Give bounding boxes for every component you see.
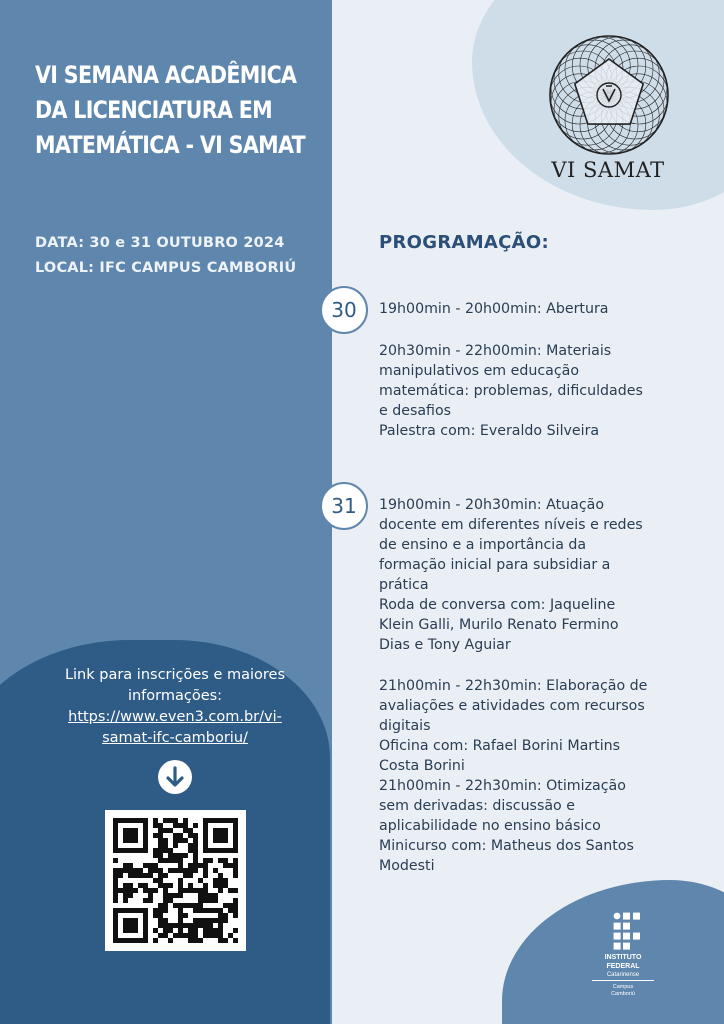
institution-name: FEDERAL — [606, 963, 640, 970]
program-item-line: prática — [379, 577, 429, 593]
program-item-line: 20h30min - 22h00min: Materiais — [379, 343, 612, 359]
program-item-line: 19h00min - 20h30min: Atuação — [379, 497, 605, 513]
program-item-line: Modesti — [379, 858, 435, 874]
program-item-line: digitais — [379, 718, 431, 734]
program-item-line: de ensino e a importância da — [379, 537, 587, 553]
program-item — [379, 299, 669, 319]
program-item-line: e desafios — [379, 403, 452, 419]
program-item-line: Palestra com: Everaldo Silveira — [379, 423, 600, 439]
program-item-line: docente em diferentes níveis e redes — [379, 517, 643, 533]
program-item-line: aplicabilidade no ensino básico — [379, 818, 601, 834]
registration-intro — [40, 665, 310, 707]
program-item-line: 19h00min - 20h00min: Abertura — [379, 301, 609, 317]
campus-name-line: Campus — [612, 984, 634, 990]
institution-logo — [598, 912, 648, 1002]
registration-link-line[interactable]: https://www.even3.com.br/vi- — [68, 709, 282, 725]
program-item-line: Oficina com: Rafael Borini Martins — [379, 738, 621, 754]
program-item-line: Dias e Tony Aguiar — [379, 637, 511, 653]
program-item-line: Roda de conversa com: Jaqueline — [379, 597, 616, 613]
qr-code-pattern — [113, 818, 238, 943]
campus-name — [592, 984, 654, 998]
program-item-line: 21h00min - 22h30min: Otimização — [379, 778, 626, 794]
program-item-line: formação inicial para subsidiar a — [379, 557, 611, 573]
event-location: LOCAL: IFC CAMPUS CAMBORIÚ — [35, 260, 297, 276]
ifc-grid-icon — [613, 912, 641, 952]
registration-intro-line: informações: — [127, 688, 223, 704]
program-item — [379, 341, 669, 441]
event-title-line: MATEMÁTICA - VI SAMAT — [35, 131, 306, 159]
samat-logo-icon — [548, 34, 670, 156]
institution-name: INSTITUTO — [604, 954, 642, 961]
registration-intro-line: Link para inscrições e maiores — [64, 667, 286, 683]
qr-code[interactable] — [105, 810, 246, 951]
program-item — [379, 676, 669, 876]
program-item — [379, 495, 669, 655]
event-date: DATA: 30 e 31 OUTUBRO 2024 — [35, 235, 285, 251]
day-badge-31: 31 — [320, 482, 368, 530]
program-item-line: 21h00min - 22h30min: Elaboração de — [379, 678, 648, 694]
program-title: PROGRAMAÇÃO: — [379, 232, 550, 253]
arrow-down-circle-icon — [158, 760, 192, 794]
program-item-line: avaliações e atividades com recursos — [379, 698, 645, 714]
event-title-line: DA LICENCIATURA EM — [35, 96, 272, 124]
program-item-line: Klein Galli, Murilo Renato Fermino — [379, 617, 619, 633]
program-item-line: matemática: problemas, dificuldades — [379, 383, 643, 399]
day-badge-30: 30 — [320, 286, 368, 334]
program-item-line: Costa Borini — [379, 758, 465, 774]
institution-name: Catarinense — [592, 972, 654, 981]
event-title — [35, 58, 306, 163]
registration-link[interactable] — [40, 707, 310, 749]
logo-text: VI SAMAT — [551, 158, 665, 182]
registration-link-line[interactable]: samat-ifc-camboriu/ — [102, 730, 248, 746]
program-item-line: sem derivadas: discussão e — [379, 798, 575, 814]
campus-name-line: Camboriú — [611, 991, 635, 997]
event-title-line: VI SEMANA ACADÊMICA — [35, 61, 297, 89]
program-item-line: Minicurso com: Matheus dos Santos — [379, 838, 634, 854]
program-item-line: manipulativos em educação — [379, 363, 580, 379]
